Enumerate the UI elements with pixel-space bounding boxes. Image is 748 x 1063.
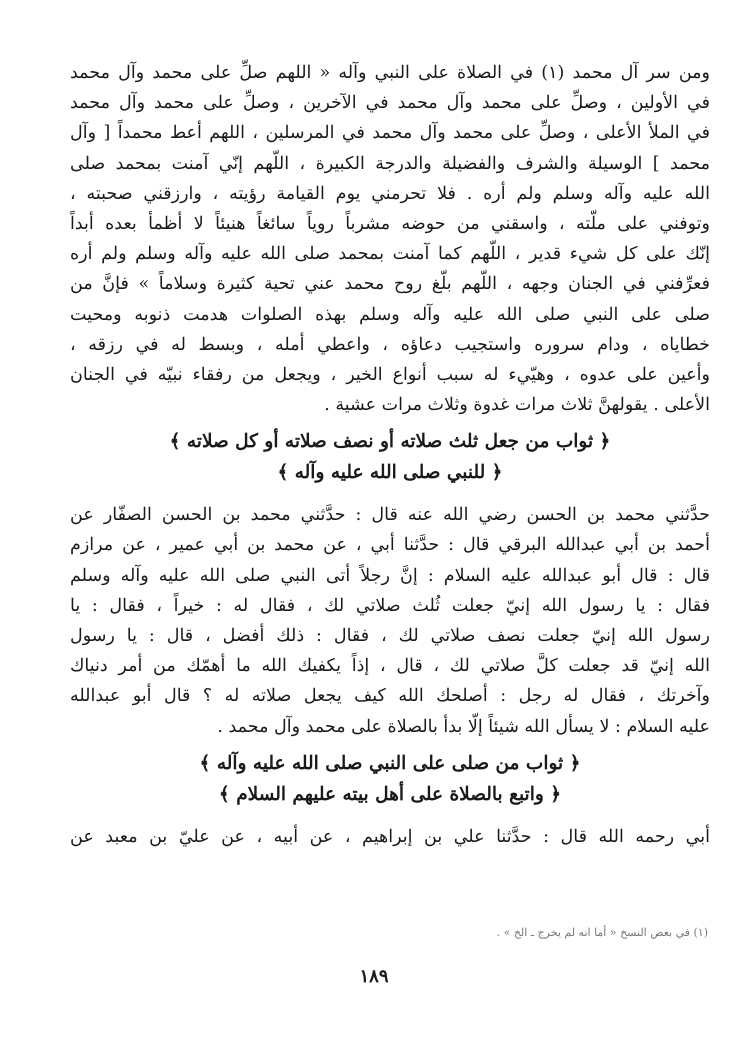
text-line: وتوفني على ملّته ، واسقني من حوضه مشرباً روياً سائغاً هنيئاً لا أظمأ بعده أبداً [70, 213, 710, 234]
text-line: قال : قال أبو عبدالله عليه السلام : إنَّ رجلاً أتى النبي صلى الله عليه وآله وسلم [70, 565, 710, 586]
text-line: إنّك على كل شيء قدير ، اللّهم كما آمنت بمحمد صلى الله عليه وآله وسلم ولم أره [70, 244, 710, 265]
text-line: رسول الله إنيّ جعلت نصف صلاتي لك ، فقال : ذلك أفضل ، قال : يا رسول [70, 626, 710, 646]
section-1 [70, 58, 710, 420]
text-line: الله إنيّ قد جعلت كلَّ صلاتي لك ، قال ، إذاً يكفيك الله ما أهمّك من أمر دنياك [70, 656, 710, 677]
section-heading-1 [70, 426, 710, 488]
text-line: ومن سر آل محمد (١) في الصلاة على النبي وآله « اللهم صلِّ على محمد وآل محمد [70, 63, 710, 83]
text-line: الله عليه وآله وسلم ولم أره . فلا تحرمني يوم القيامة رؤيته ، وارزقني صحبته ، [70, 183, 710, 204]
text-line: حدَّثني محمد بن الحسن رضي الله عنه قال : حدَّثني محمد بن الحسن الصفّار عن [70, 505, 710, 526]
text-line: أبي رحمه الله قال : حدَّثنا علي بن إبراهيم ، عن أبيه ، عن عليّ بن معبد عن [70, 826, 710, 847]
heading-line: ﴿ ثواب من جعل ثلث صلاته أو نصف صلاته أو كل صلاته ﴾ [169, 431, 611, 453]
footnote: (١) في بعض النسخ « أما انه لم يخرج ـ الخ » . [496, 926, 708, 939]
text-line: الأعلى . يقولهنَّ ثلاث مرات غدوة وثلاث مرات عشية . [324, 395, 710, 416]
page-number: ١٨٩ [359, 966, 389, 987]
text-line: خطاياه ، ودام سروره واستجيب دعاؤه ، واعطي أمله ، وبسط له في رزقه ، [70, 334, 710, 355]
text-line: صلى على النبي صلى الله عليه وآله وسلم بهذه الصلوات هدمت ذنوبه ومحيت [70, 304, 710, 325]
section-heading-2 [70, 748, 710, 810]
heading-line: ﴿ للنبي صلى الله عليه وآله ﴾ [277, 462, 503, 484]
heading-line: ﴿ ثواب من صلى على النبي صلى الله عليه وآله ﴾ [199, 752, 581, 774]
section-3 [70, 822, 710, 852]
text-line: وآخرتك ، فقال له رجل : أصلحك الله كيف يجعل صلاته له ؟ قال أبو عبدالله [70, 686, 710, 707]
page-body [70, 58, 710, 852]
text-line: وأعين على عدوه ، وهيّيء له سبب أنواع الخير ، ويجعل من رفقاء نبيّه في الجنان [70, 364, 710, 385]
text-line: فقال : يا رسول الله إنيّ جعلت ثُلث صلاتي لك ، فقال له : خيراً ، فقال : يا [70, 595, 710, 616]
section-2 [70, 500, 710, 742]
text-line: أحمد بن أبي عبدالله البرقي قال : حدَّثنا أبي ، عن محمد بن أبي عمير ، عن مرازم [70, 535, 710, 556]
text-line: محمد ] الوسيلة والشرف والفضيلة والدرجة الكبيرة ، اللّهم إنّي آمنت بمحمد صلى [70, 153, 710, 174]
text-line: في الملأ الأعلى ، وصلِّ على محمد وآل محمد في المرسلين ، اللهم أعط محمداً [ وآل [70, 123, 710, 144]
text-line: عليه السلام : لا يسأل الله شيئاً إلّا بدأ بالصلاة على محمد وآل محمد . [217, 716, 710, 737]
heading-line: ﴿ واتبع بالصلاة على أهل بيته عليهم السلام ﴾ [218, 783, 562, 805]
text-line: فعرِّفني في الجنان وجهه ، اللّهم بلّغ روح محمد عني تحية كثيرة وسلاماً » فإنَّ من [70, 274, 710, 295]
text-line: في الأولين ، وصلِّ على محمد وآل محمد في الآخرين ، وصلِّ على محمد وآل محمد [70, 93, 710, 114]
